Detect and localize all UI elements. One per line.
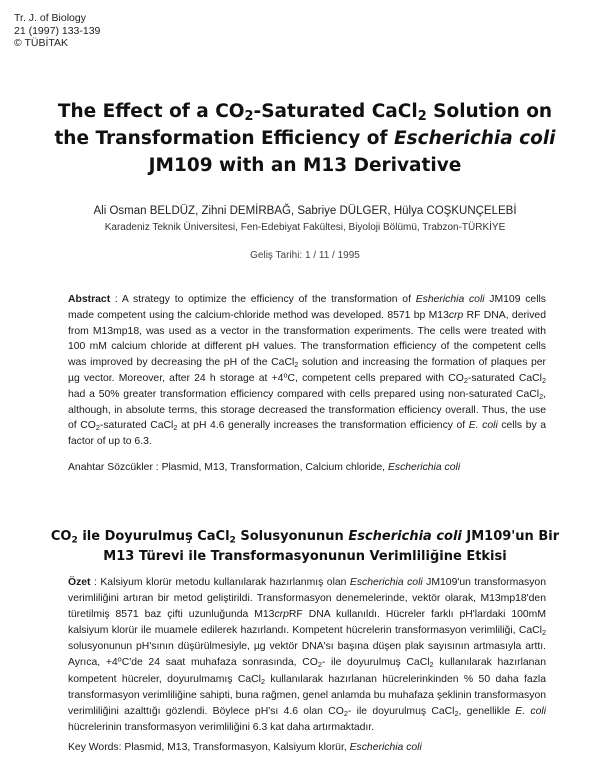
copyright: © TÜBİTAK	[14, 37, 69, 49]
keywords-turkish: Anahtar Sözcükler : Plasmid, M13, Transformation, Calcium chloride, Escherichia coli	[68, 462, 461, 473]
keywords-english: Key Words: Plasmid, M13, Transformasyon, Kalsiyum klorür, Escherichia coli	[68, 742, 422, 753]
affiliation: Karadeniz Teknik Üniversitesi, Fen-Edebiyat Fakültesi, Biyoloji Bölümü, Trabzon-TÜRKİYE	[104, 222, 506, 233]
author-list: Ali Osman BELDÜZ, Zihni DEMİRBAĞ, Sabriye DÜLGER, Hülya COŞKUNÇELEBİ	[93, 205, 517, 217]
keywords-en-label: Key Words:	[68, 742, 122, 753]
abstract: Abstract : A strategy to optimize the efficiency of the transformation of Esherichia coli JM109 cells made competent using the calcium-chloride method was developed. 8571 bp M13crp RF DNA, derived from M13mp18, was used as a vector in the transformation experiments. The cells were treated with 100 mM calcium chloride at different pH values. The transformation efficiency of the competent cells was improved by decreasing the pH of the CaCl$_2$ solution and increasing the formation of plaques per µg vector. Moreover, after 24 h storage at $+4^oC$, competent cells prepared with $CO_2$-saturated CaCl$_2$ had a 50% greater transformation efficiency compared with cells prepared using non-saturated CaCl$_2$, although, in absolute terms, this storage decreased the transformation efficiency overall. Thus, the use of $CO_2$-saturated CaCl$_2$ at pH 4.6 generally increases the transformation efficiency of E. coli cells by a factor of up to 6.3.	[68, 294, 547, 448]
abstract-label: Abstract	[68, 294, 111, 305]
title-organism: Escherichia coli	[393, 128, 556, 149]
keywords-label: Anahtar Sözcükler	[68, 462, 153, 473]
turkish-title: $CO_2$ ile Doyurulmuş CaCl$_2$ Solusyonunun Escherichia coli JM109'un Bir M13 Türevi ile Transformasyonunun Verimliliğine Etkisi	[50, 529, 560, 564]
journal-header	[14, 12, 100, 50]
received-date: Geliş Tarihi: 1 / 11 / 1995	[250, 250, 360, 261]
ozet-label: Özet	[68, 577, 91, 588]
journal-volume: 21 (1997) 133-139	[14, 24, 101, 37]
turkish-abstract: Özet : Kalsiyum klorür metodu kullanılarak hazırlanmış olan Escherichia coli JM109'un transformasyon verimliliğini artıran bir metod geliştirildi. Transformasyon denemelerinde, vektör olarak, M13mp18'den türetilmiş 8571 baz çifti uzunluğunda M13crpRF DNA kullanıldı. Hücreler farklı pH'lardaki 100mM kalsiyum klorür ile muamele edilerek hazırlandı. Kompetent hücrelerin transformasyon verimliliği, CaCl$_2$ solusyonunun pH'sının düşürülmesiyle, µg vektör DNA'sı başına düşen plak sayısının artmasıyla arttı. Ayrıca, $+4^oC'de$ 24 saat muhafaza sonrasında, $CO_2-$ ile doyurulmuş CaCl$_2$ kullanılarak hazırlanan kompetent hücreler, doyurulmamış CaCl$_2$ kullanılarak hazırlanan hücrelerinkinden % 50 daha fazla transformasyon verimliliğine sahipti, buna rağmen, genel anlamda bu muhafaza şeklinin transformasyon verimliliğini azalttığı gözlendi. Böylece pH'sı 4.6 olan $CO_2-$ ile doyurulmuş CaCl$_2$, genellikle E. coli hücrelerinin transformasyon verimliliğini 6.3 kat daha artırmaktadır.	[68, 577, 546, 733]
paper-title: The Effect of a $CO_2$-Saturated CaCl$_2$ Solution on the Transformation Efficiency of Escherichia coli JM109 with an M13 Derivative	[54, 101, 556, 176]
journal-name: Tr. J. of Biology	[14, 12, 86, 24]
